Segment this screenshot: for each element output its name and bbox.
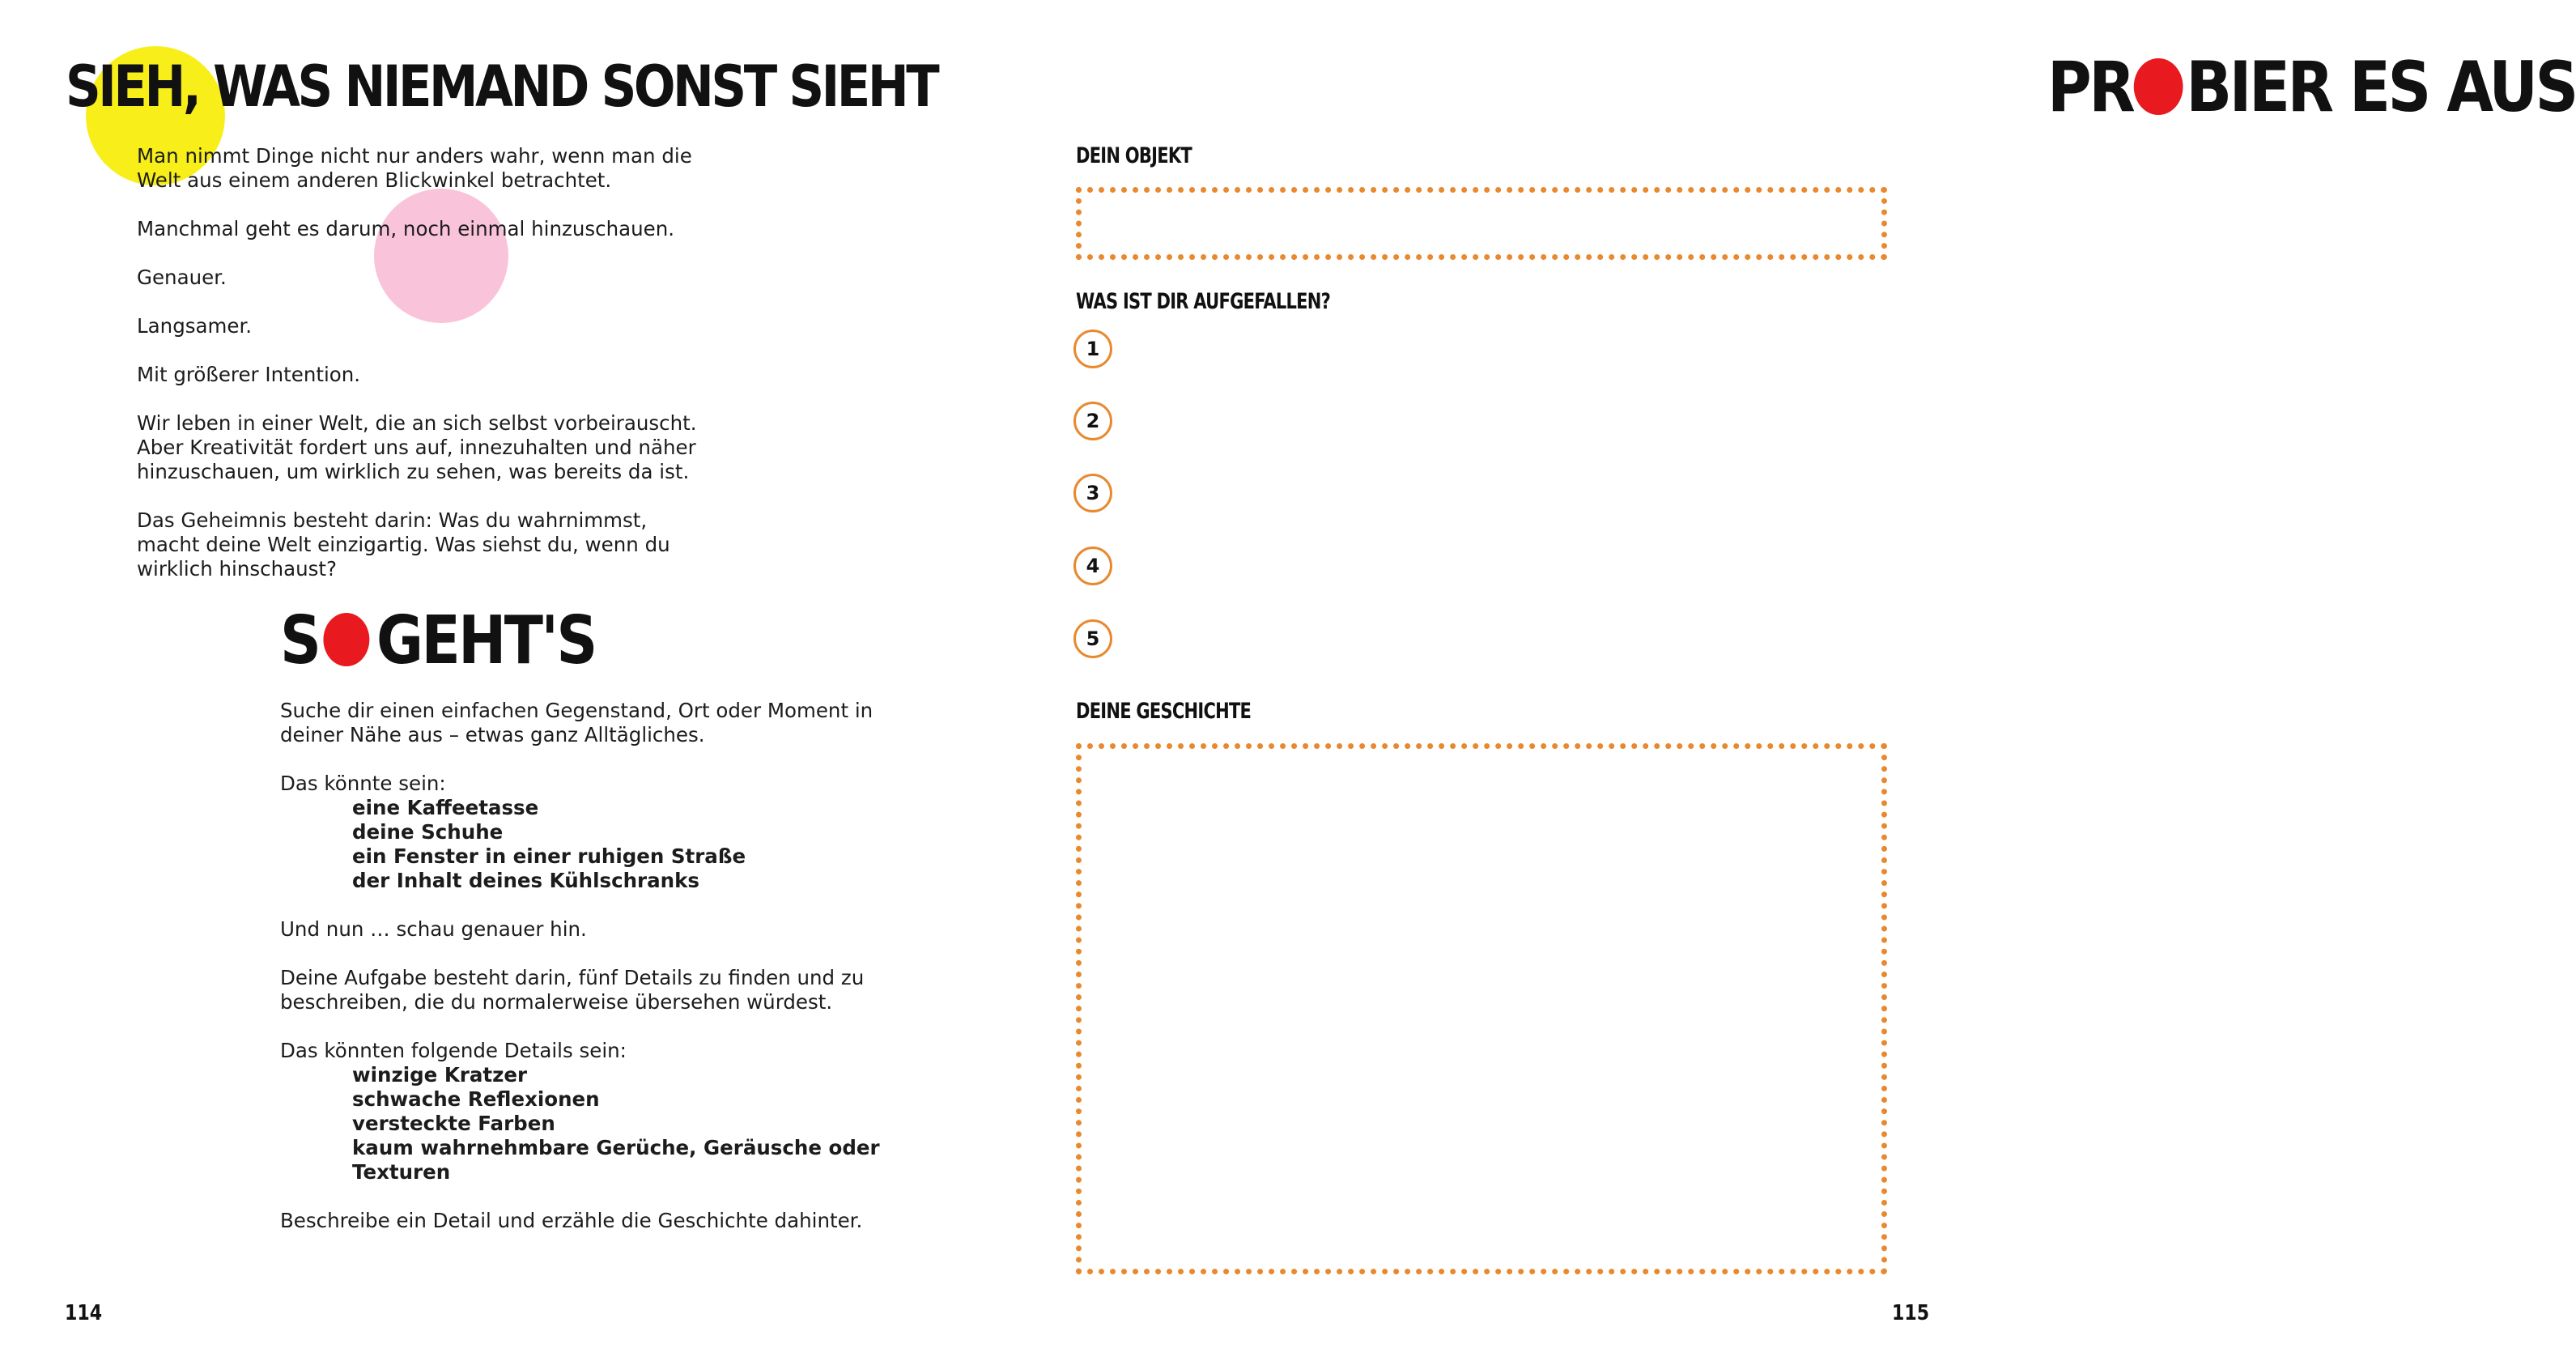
worksheet-title-end: BIER ES AUS	[2186, 47, 2576, 128]
howto-paragraph: Beschreibe ein Detail und erzähle die Geschichte dahinter.	[280, 1209, 863, 1232]
intro-text	[137, 144, 720, 606]
intro-paragraph: Das Geheimnis besteht darin: Was du wahrnimmst, macht deine Welt einzigartig. Was siehst du, wenn du wirklich hinschaust?	[137, 508, 670, 581]
intro-paragraph: Man nimmt Dinge nicht nur anders wahr, wenn man die Welt aus einem anderen Blickwinkel betrachtet.	[137, 144, 692, 192]
list-item: kaum wahrnehmbare Gerüche, Geräusche oder Texturen	[352, 1136, 880, 1184]
list-item: versteckte Farben	[352, 1112, 555, 1135]
red-dot-icon	[323, 613, 369, 666]
page-number-right: 115	[1892, 1301, 1930, 1325]
intro-paragraph: Genauer.	[137, 266, 227, 289]
intro-paragraph: Mit größerer Intention.	[137, 363, 361, 386]
page-title: SIEH, WAS NIEMAND SONST SIEHT	[66, 53, 937, 120]
examples-intro: Das könnte sein:	[280, 772, 446, 795]
worksheet-title-start: PR	[2047, 47, 2133, 128]
object-input-box[interactable]	[1076, 187, 1887, 260]
list-item: der Inhalt deines Kühlschranks	[352, 869, 699, 892]
howto-text	[280, 699, 903, 1257]
intro-paragraph: Wir leben in einer Welt, die an sich selbst vorbeirauscht. Aber Kreativität fordert uns auf, innezuhalten und näher hinzuschauen, um wirklich zu sehen, was bereits da ist.	[137, 411, 697, 483]
intro-paragraph: Langsamer.	[137, 314, 253, 338]
observation-number-4: 4	[1073, 547, 1112, 585]
howto-heading-start: S	[280, 602, 320, 679]
observation-number-1: 1	[1073, 330, 1112, 368]
story-input-box[interactable]	[1076, 743, 1887, 1274]
list-item: eine Kaffeetasse	[352, 796, 539, 819]
observation-number-5: 5	[1073, 619, 1112, 658]
list-item: winzige Kratzer	[352, 1063, 528, 1087]
right-page	[971, 0, 2576, 1361]
howto-heading	[280, 602, 596, 679]
examples-list	[280, 796, 903, 893]
howto-paragraph: Suche dir einen einfachen Gegenstand, Ort oder Moment in deiner Nähe aus – etwas ganz Alltägliches.	[280, 699, 874, 746]
howto-paragraph: Und nun … schau genauer hin.	[280, 917, 587, 941]
list-item: schwache Reflexionen	[352, 1087, 600, 1111]
worksheet-title	[2047, 47, 2576, 128]
page-number-left: 114	[65, 1301, 103, 1325]
intro-paragraph: Manchmal geht es darum, noch einmal hinzuschauen.	[137, 217, 675, 240]
list-item: ein Fenster in einer ruhigen Straße	[352, 844, 746, 868]
object-label: DEIN OBJEKT	[1076, 143, 1192, 168]
howto-heading-end: GEHT'S	[376, 602, 596, 679]
observations-label: WAS IST DIR AUFGEFALLEN?	[1076, 289, 1331, 314]
list-item: deine Schuhe	[352, 820, 504, 844]
details-list	[280, 1063, 903, 1184]
story-label: DEINE GESCHICHTE	[1076, 699, 1252, 724]
howto-paragraph: Deine Aufgabe besteht darin, fünf Details zu finden und zu beschreiben, die du normalerweise übersehen würdest.	[280, 966, 865, 1014]
left-page	[0, 0, 971, 1361]
red-dot-icon	[2134, 58, 2183, 115]
details-intro: Das könnten folgende Details sein:	[280, 1039, 627, 1062]
observation-number-2: 2	[1073, 402, 1112, 440]
observation-number-3: 3	[1073, 474, 1112, 513]
